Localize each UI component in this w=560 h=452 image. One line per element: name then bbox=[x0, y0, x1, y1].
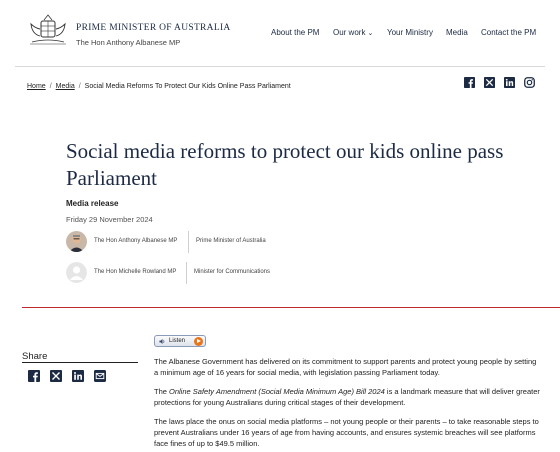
nav-media[interactable]: Media bbox=[446, 28, 468, 37]
release-type: Media release bbox=[66, 199, 119, 208]
release-date: Friday 29 November 2024 bbox=[66, 215, 153, 224]
avatar-placeholder-icon bbox=[66, 262, 87, 283]
linkedin-icon[interactable] bbox=[504, 77, 515, 88]
body-paragraph: The Albanese Government has delivered on its commitment to support parents and protect young people by setting a minimum age of 16 years for social media, with legislation passing Parliament today. bbox=[154, 357, 537, 377]
breadcrumb-home[interactable]: Home bbox=[27, 83, 46, 90]
minister-role: Minister for Communications bbox=[194, 269, 271, 275]
facebook-icon[interactable] bbox=[464, 77, 475, 88]
nav-your-ministry[interactable]: Your Ministry bbox=[387, 28, 433, 37]
facebook-icon[interactable] bbox=[28, 370, 40, 382]
bill-name: Online Safety Amendment (Social Media Minimum Age) Bill 2024 bbox=[169, 387, 385, 396]
instagram-icon[interactable] bbox=[524, 77, 535, 88]
speaker-icon bbox=[159, 338, 166, 345]
section-divider bbox=[22, 307, 560, 308]
chevron-down-icon: ⌄ bbox=[367, 30, 374, 37]
header-divider bbox=[15, 66, 545, 67]
email-icon[interactable] bbox=[94, 370, 106, 382]
listen-button[interactable] bbox=[154, 335, 206, 347]
body-paragraph: The laws place the onus on social media platforms – not young people or their parents – to take reasonable steps to prevent Australians under 16 years of age from having accounts, and ensures systemic breaches will see platforms face fines of up to $49.5 million. bbox=[154, 417, 539, 448]
minister-role: Prime Minister of Australia bbox=[196, 238, 266, 244]
play-icon bbox=[194, 337, 203, 346]
x-icon[interactable] bbox=[484, 77, 495, 88]
share-divider bbox=[22, 362, 138, 363]
nav-about-the-pm[interactable]: About the PM bbox=[271, 28, 320, 37]
listen-label: Listen bbox=[169, 338, 186, 344]
coat-of-arms-logo[interactable] bbox=[26, 12, 70, 48]
page-title: Social media reforms to protect our kids online pass Parliament bbox=[66, 139, 504, 190]
linkedin-icon[interactable] bbox=[72, 370, 84, 382]
site-header bbox=[0, 0, 560, 67]
x-icon[interactable] bbox=[50, 370, 62, 382]
minister-divider bbox=[186, 262, 187, 284]
breadcrumb: Home / Media / Social Media Reforms To Protect Our Kids Online Pass Parliament bbox=[27, 83, 291, 90]
share-heading: Share bbox=[22, 351, 48, 362]
avatar bbox=[66, 231, 87, 252]
nav-contact-the-pm[interactable]: Contact the PM bbox=[481, 28, 537, 37]
minister-divider bbox=[188, 231, 189, 253]
nav-our-work-label: Our work bbox=[333, 28, 366, 37]
minister-name[interactable]: The Hon Anthony Albanese MP bbox=[94, 238, 178, 244]
org-subtitle: The Hon Anthony Albanese MP bbox=[76, 38, 181, 47]
org-name[interactable]: PRIME MINISTER OF AUSTRALIA bbox=[76, 23, 231, 33]
breadcrumb-media[interactable]: Media bbox=[55, 83, 75, 90]
minister-row bbox=[66, 262, 286, 284]
body-paragraph: The Online Safety Amendment (Social Media Minimum Age) Bill 2024 is a landmark measure that will deliver greater protections for young Australians during critical stages of their development. bbox=[154, 387, 540, 407]
minister-name[interactable]: The Hon Michelle Rowland MP bbox=[94, 269, 177, 275]
minister-row bbox=[66, 231, 286, 253]
nav-our-work[interactable] bbox=[333, 28, 373, 37]
breadcrumb-current: Social Media Reforms To Protect Our Kids Online Pass Parliament bbox=[84, 83, 291, 90]
